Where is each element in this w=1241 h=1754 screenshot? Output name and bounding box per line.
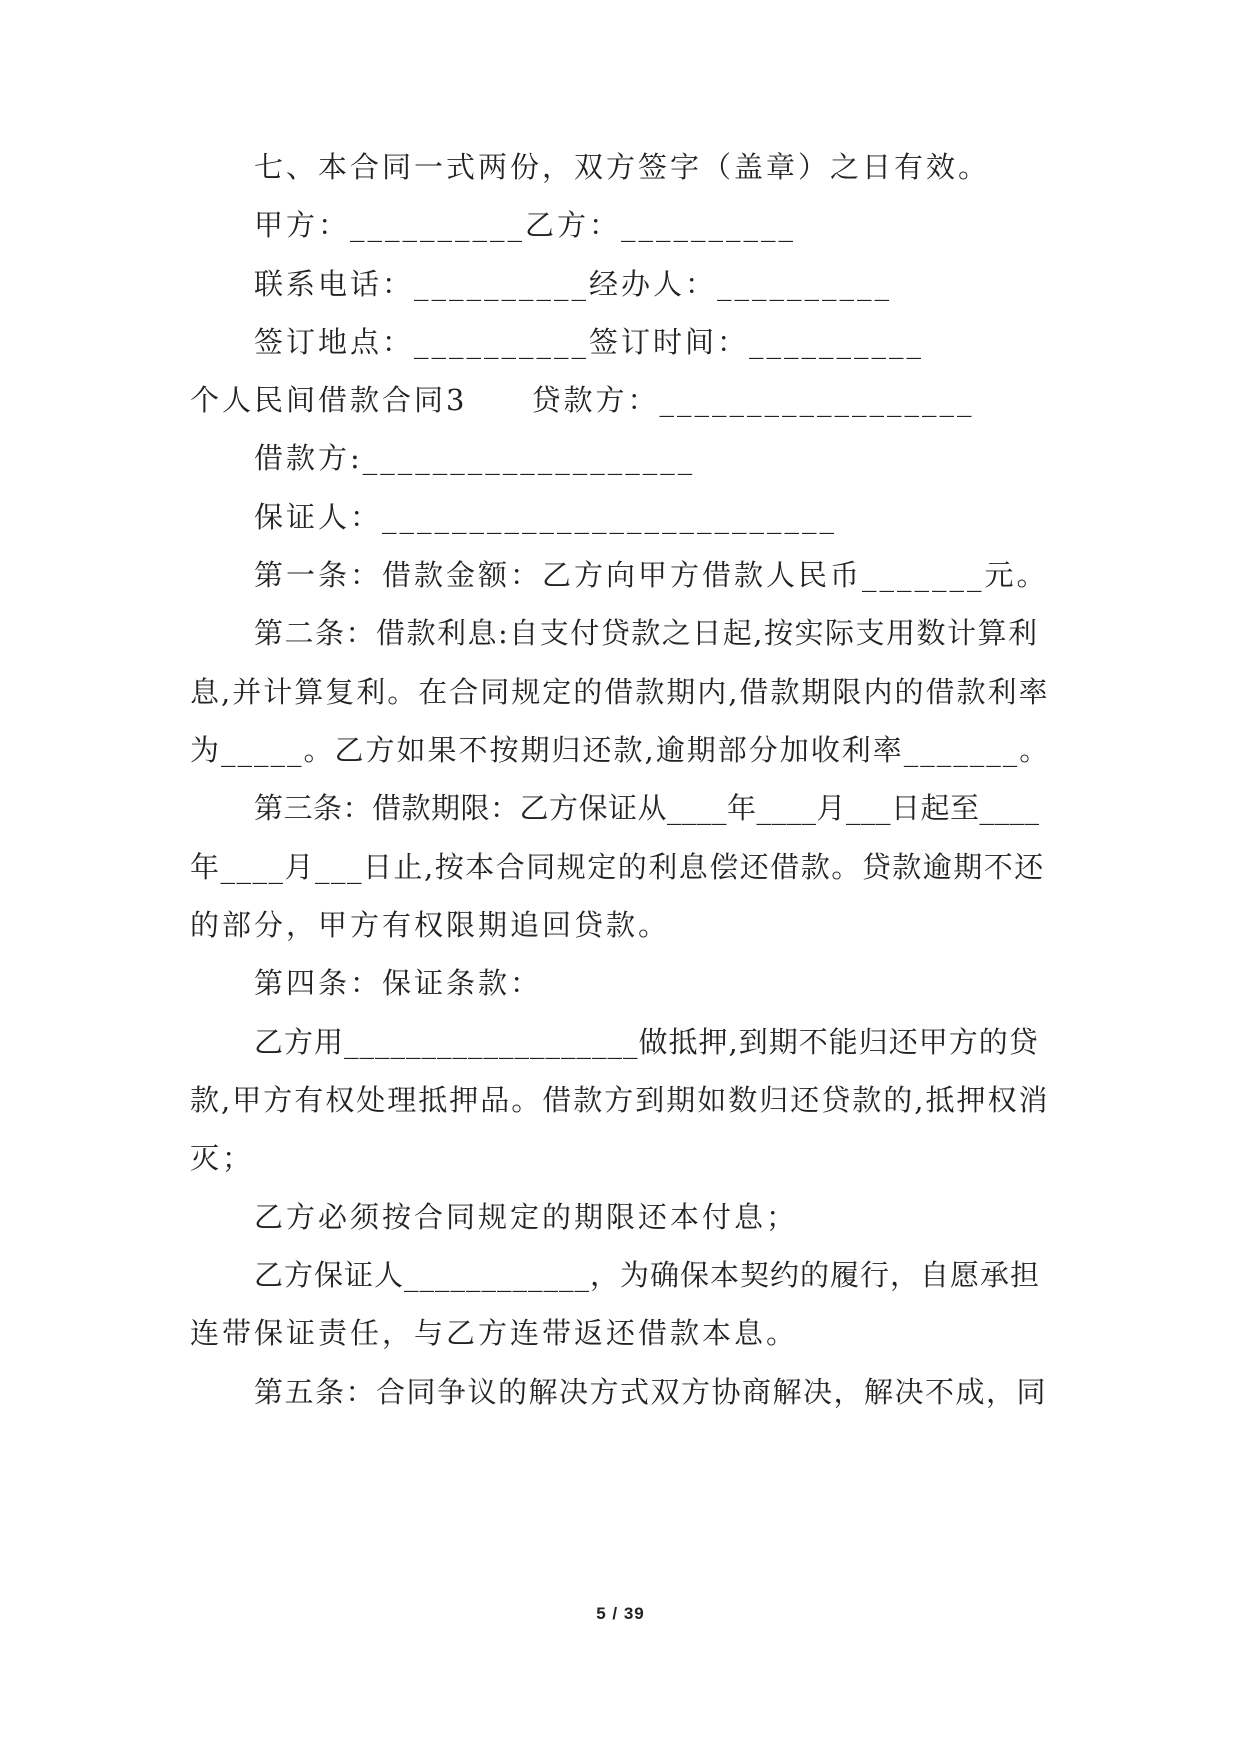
article-one: 第一条：借款金额：乙方向甲方借款人民币_______元。: [254, 558, 1049, 592]
guarantor-liability-line-2: 连带保证责任，与乙方连带返还借款本息。: [190, 1316, 799, 1350]
page-number: 5 / 39: [596, 1604, 645, 1623]
article-two-line-3: 为_____。乙方如果不按期归还款,逾期部分加收利率_______。: [190, 733, 1051, 767]
borrower-line: 借款方:___________________: [254, 441, 696, 475]
collateral-line-1: 乙方用___________________做抵押,到期不能归还甲方的贷: [254, 1025, 1039, 1059]
article-four: 第四条：保证条款：: [254, 966, 543, 1000]
repayment-line: 乙方必须按合同规定的期限还本付息；: [254, 1200, 799, 1234]
clause-seven: 七、本合同一式两份，双方签字（盖章）之日有效。: [254, 150, 991, 184]
article-two-line-2: 息,并计算复利。在合同规定的借款期内,借款期限内的借款利率: [190, 675, 1050, 709]
article-three-line-3: 的部分，甲方有权限期追回贷款。: [190, 908, 671, 942]
contract-title-lender-line: 个人民间借款合同3 贷款方：__________________: [190, 383, 975, 417]
contact-line: 联系电话：__________经办人：__________: [254, 267, 893, 301]
collateral-line-2: 款,甲方有权处理抵押品。借款方到期如数归还贷款的,抵押权消: [190, 1083, 1050, 1117]
guarantor-liability-line-1: 乙方保证人____________，为确保本契约的履行，自愿承担: [254, 1258, 1041, 1292]
guarantor-line: 保证人：__________________________: [254, 500, 838, 534]
article-three-line-2: 年____月___日止,按本合同规定的利息偿还借款。贷款逾期不还: [190, 850, 1045, 884]
party-names-line: 甲方：__________乙方：__________: [254, 208, 797, 242]
collateral-line-3: 灭；: [190, 1141, 255, 1175]
signing-place-line: 签订地点：__________签订时间：__________: [254, 325, 925, 359]
article-three-line-1: 第三条：借款期限：乙方保证从____年____月___日起至____: [254, 791, 1040, 825]
article-two-line-1: 第二条：借款利息:自支付贷款之日起,按实际支用数计算利: [254, 616, 1039, 650]
article-five: 第五条：合同争议的解决方式双方协商解决，解决不成，同: [254, 1375, 1048, 1409]
